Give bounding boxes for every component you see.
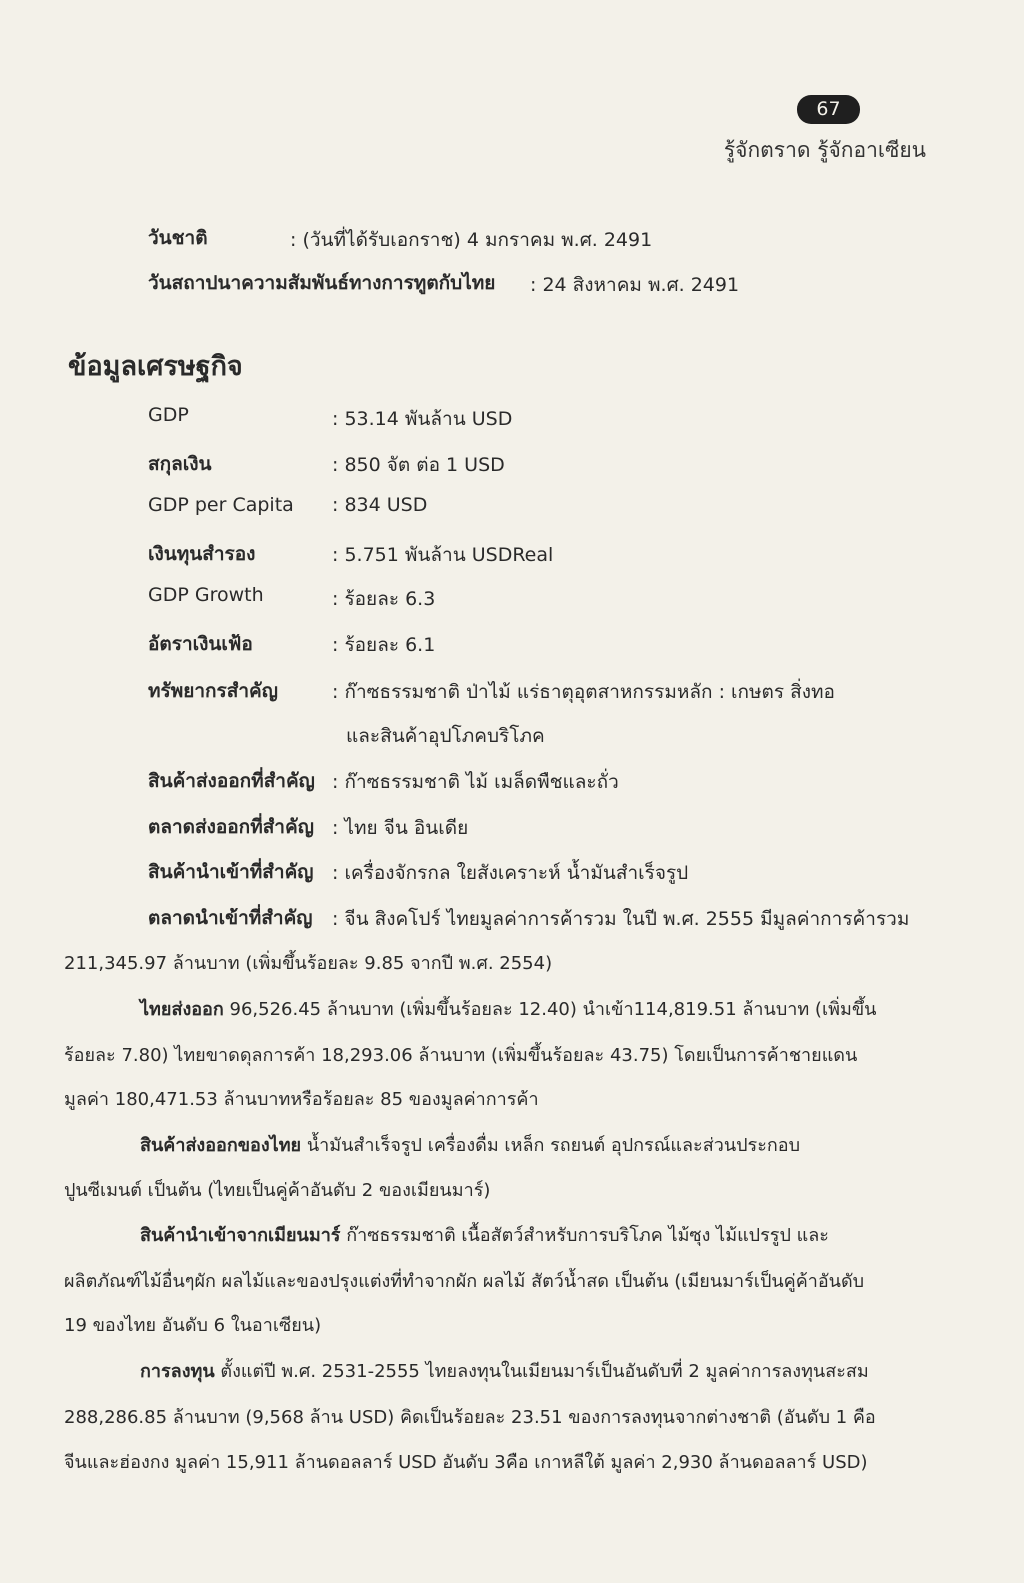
paragraph-lead: การลงทุน bbox=[140, 1361, 215, 1382]
econ-value-inflation: : ร้อยละ 6.1 bbox=[332, 634, 436, 656]
paragraph-lead: สินค้านำเข้าจากเมียนมาร์ bbox=[140, 1225, 341, 1246]
econ-value-reserves: : 5.751 พันล้าน USDReal bbox=[332, 544, 554, 566]
econ-label-gdp-growth: GDP Growth bbox=[148, 584, 264, 606]
trade-total-continuation: 211,345.97 ล้านบาท (เพิ่มขึ้นร้อยละ 9.85 จากปี พ.ศ. 2554) bbox=[64, 953, 553, 974]
paragraph-thai-exports-line-1: ไทยส่งออก 96,526.45 ล้านบาท (เพิ่มขึ้นร้อยละ 12.40) นำเข้า114,819.51 ล้านบาท (เพิ่มขึ้น bbox=[140, 999, 877, 1020]
econ-value-resources-cont: และสินค้าอุปโภคบริโภค bbox=[346, 725, 545, 747]
econ-value-export-markets: : ไทย จีน อินเดีย bbox=[332, 817, 469, 839]
paragraph-investment-line-3: จีนและฮ่องกง มูลค่า 15,911 ล้านดอลลาร์ USD อันดับ 3คือ เกาหลีใต้ มูลค่า 2,930 ล้านดอลลาร์ USD) bbox=[64, 1452, 868, 1473]
econ-label-resources: ทรัพยากรสำคัญ bbox=[148, 680, 278, 702]
econ-value-gdp-per-capita: : 834 USD bbox=[332, 494, 428, 516]
econ-label-exports: สินค้าส่งออกที่สำคัญ bbox=[148, 770, 315, 792]
diplomatic-relations-value: : 24 สิงหาคม พ.ศ. 2491 bbox=[530, 274, 740, 296]
paragraph-thai-exports-line-2: ร้อยละ 7.80) ไทยขาดดุลการค้า 18,293.06 ล้านบาท (เพิ่มขึ้นร้อยละ 43.75) โดยเป็นการค้าชายแดน bbox=[64, 1045, 858, 1066]
econ-label-gdp-per-capita: GDP per Capita bbox=[148, 494, 294, 516]
national-day-label: วันชาติ bbox=[148, 227, 208, 249]
econ-label-currency: สกุลเงิน bbox=[148, 453, 212, 475]
econ-label-reserves: เงินทุนสำรอง bbox=[148, 543, 256, 565]
page-number-badge: 67 bbox=[797, 95, 860, 124]
paragraph-lead: ไทยส่งออก bbox=[140, 999, 224, 1020]
running-title: รู้จักตราด รู้จักอาเซียน bbox=[723, 138, 926, 162]
paragraph-myanmar-imports-line-3: 19 ของไทย อันดับ 6 ในอาเซียน) bbox=[64, 1315, 322, 1336]
national-day-value: : (วันที่ได้รับเอกราช) 4 มกราคม พ.ศ. 2491 bbox=[290, 229, 653, 251]
econ-value-resources: : ก๊าซธรรมชาติ ป่าไม้ แร่ธาตุอุตสาหกรรมหลัก : เกษตร สิ่งทอ bbox=[332, 681, 835, 703]
paragraph-export-goods-line-1: สินค้าส่งออกของไทย น้ำมันสำเร็จรูป เครื่องดื่ม เหล็ก รถยนต์ อุปกรณ์และส่วนประกอบ bbox=[140, 1135, 801, 1156]
econ-value-import-markets: : จีน สิงคโปร์ ไทยมูลค่าการค้ารวม ในปี พ.ศ. 2555 มีมูลค่าการค้ารวม bbox=[332, 908, 910, 930]
econ-label-inflation: อัตราเงินเฟ้อ bbox=[148, 633, 253, 655]
econ-label-import-markets: ตลาดนำเข้าที่สำคัญ bbox=[148, 907, 313, 929]
econ-value-gdp-growth: : ร้อยละ 6.3 bbox=[332, 588, 436, 610]
econ-label-imports: สินค้านำเข้าที่สำคัญ bbox=[148, 861, 314, 883]
econ-value-imports: : เครื่องจักรกล ใยสังเคราะห์ น้ำมันสำเร็จรูป bbox=[332, 862, 689, 884]
paragraph-lead: สินค้าส่งออกของไทย bbox=[140, 1135, 302, 1156]
paragraph-thai-exports-line-3: มูลค่า 180,471.53 ล้านบาทหรือร้อยละ 85 ของมูลค่าการค้า bbox=[64, 1089, 539, 1110]
econ-value-gdp: : 53.14 พันล้าน USD bbox=[332, 408, 513, 430]
econ-value-exports: : ก๊าซธรรมชาติ ไม้ เมล็ดพืชและถั่ว bbox=[332, 771, 619, 793]
paragraph-export-goods-line-2: ปูนซีเมนต์ เป็นต้น (ไทยเป็นคู่ค้าอันดับ 2 ของเมียนมาร์) bbox=[64, 1180, 491, 1201]
paragraph-investment-line-2: 288,286.85 ล้านบาท (9,568 ล้าน USD) คิดเป็นร้อยละ 23.51 ของการลงทุนจากต่างชาติ (อันดับ 1 คือ bbox=[64, 1407, 876, 1428]
diplomatic-relations-label: วันสถาปนาความสัมพันธ์ทางการทูตกับไทย bbox=[148, 272, 496, 294]
paragraph-myanmar-imports-line-1: สินค้านำเข้าจากเมียนมาร์ ก๊าซธรรมชาติ เนื้อสัตว์สำหรับการบริโภค ไม้ซุง ไม้แปรรูป และ bbox=[140, 1225, 829, 1246]
paragraph-myanmar-imports-line-2: ผลิตภัณฑ์ไม้อื่นๆผัก ผลไม้และของปรุงแต่งที่ทำจากผัก ผลไม้ สัตว์น้ำสด เป็นต้น (เมียนมาร์เป็นคู่ค้าอันดับ bbox=[64, 1271, 865, 1292]
econ-label-export-markets: ตลาดส่งออกที่สำคัญ bbox=[148, 816, 314, 838]
section-title-economy: ข้อมูลเศรษฐกิจ bbox=[68, 351, 243, 382]
paragraph-investment-line-1: การลงทุน ตั้งแต่ปี พ.ศ. 2531-2555 ไทยลงทุนในเมียนมาร์เป็นอันดับที่ 2 มูลค่าการลงทุนสะสม bbox=[140, 1361, 869, 1382]
econ-label-gdp: GDP bbox=[148, 404, 189, 426]
econ-value-currency: : 850 จัต ต่อ 1 USD bbox=[332, 454, 505, 476]
